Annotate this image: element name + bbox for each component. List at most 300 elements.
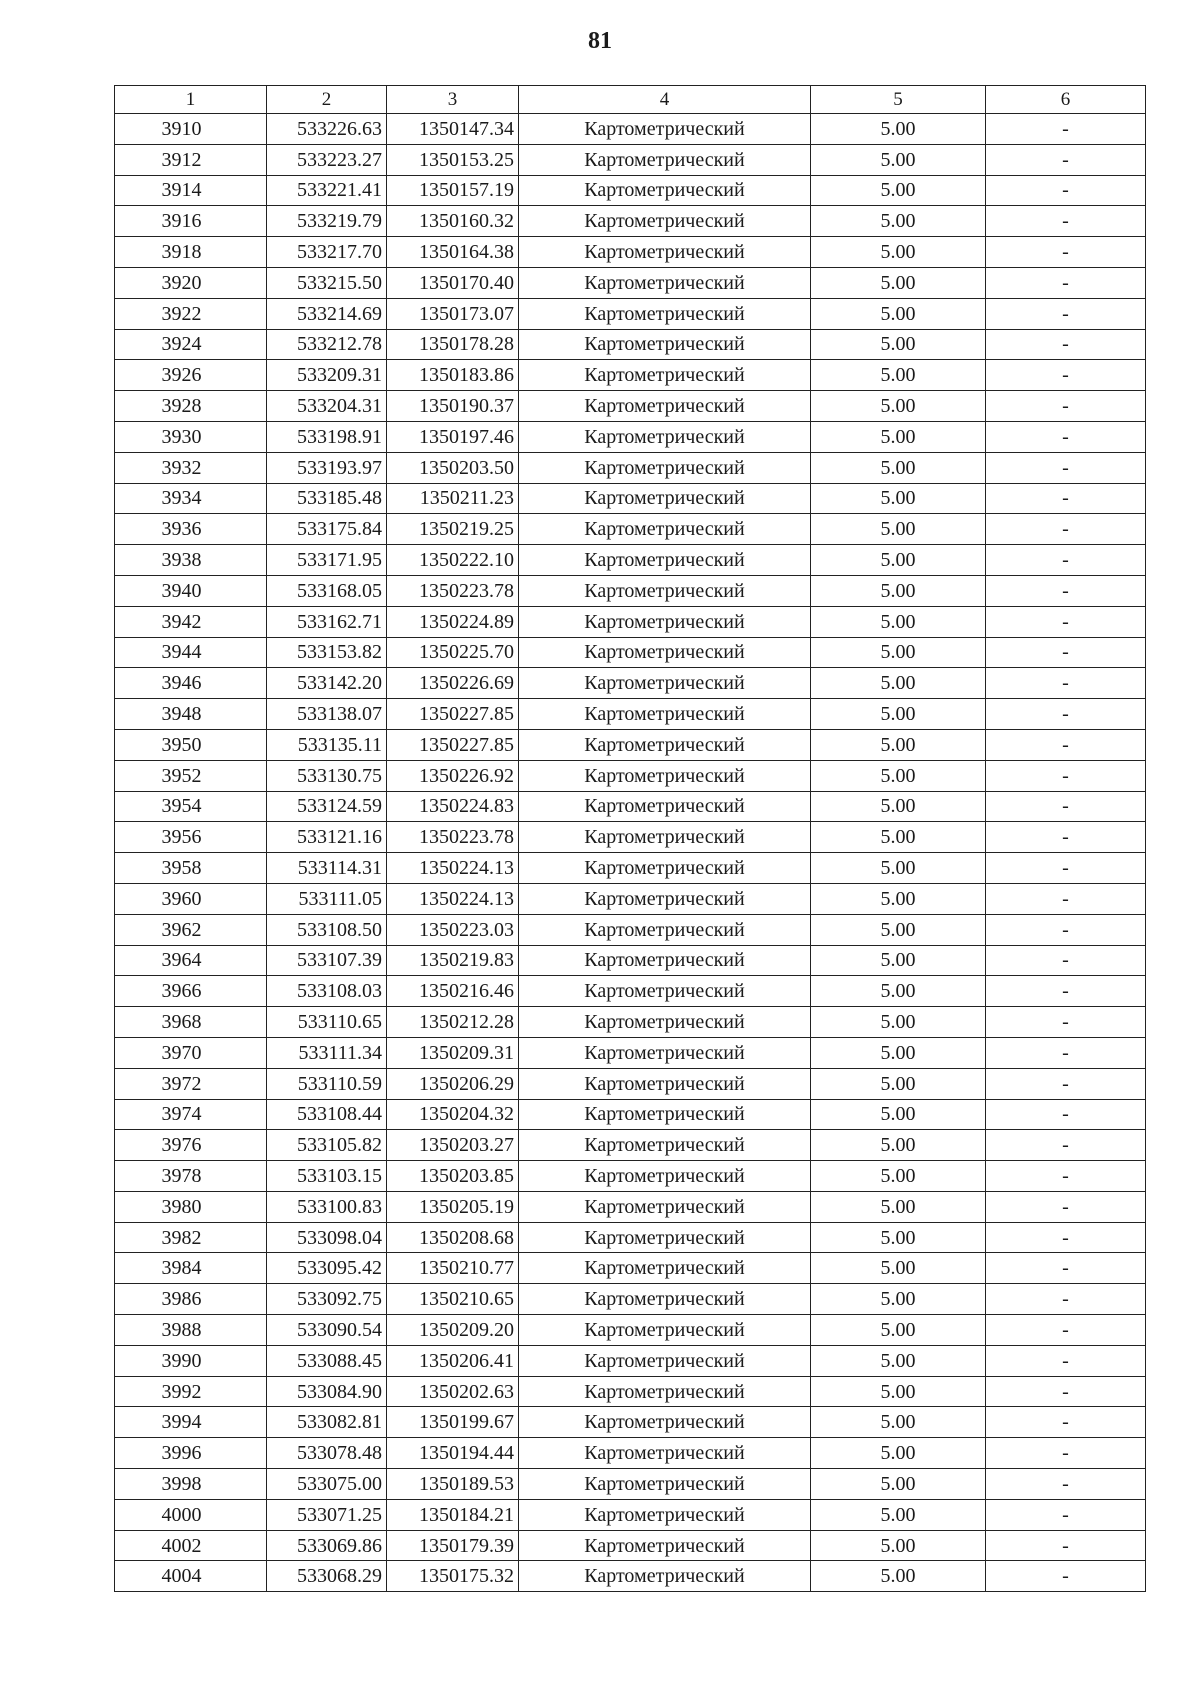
y-coordinate-cell: 1350189.53 [387,1469,519,1500]
table-row [115,729,1146,760]
description-cell: - [986,914,1146,945]
accuracy-cell: 5.00 [811,637,986,668]
x-coordinate-cell: 533078.48 [267,1438,387,1469]
x-coordinate-cell: 533209.31 [267,360,387,391]
accuracy-cell: 5.00 [811,976,986,1007]
point-number-cell: 3982 [115,1222,267,1253]
x-coordinate-cell: 533095.42 [267,1253,387,1284]
coordinates-table [114,85,1146,1592]
accuracy-cell: 5.00 [811,175,986,206]
method-cell: Картометрический [519,1007,811,1038]
accuracy-cell: 5.00 [811,1007,986,1038]
method-cell: Картометрический [519,575,811,606]
accuracy-cell: 5.00 [811,914,986,945]
y-coordinate-cell: 1350190.37 [387,391,519,422]
point-number-cell: 4000 [115,1499,267,1530]
column-header: 5 [811,86,986,114]
description-cell: - [986,668,1146,699]
description-cell: - [986,360,1146,391]
y-coordinate-cell: 1350202.63 [387,1376,519,1407]
point-number-cell: 3944 [115,637,267,668]
description-cell: - [986,1376,1146,1407]
point-number-cell: 4004 [115,1561,267,1592]
method-cell: Картометрический [519,1284,811,1315]
point-number-cell: 3960 [115,883,267,914]
description-cell: - [986,822,1146,853]
table-row [115,483,1146,514]
accuracy-cell: 5.00 [811,1376,986,1407]
method-cell: Картометрический [519,421,811,452]
accuracy-cell: 5.00 [811,668,986,699]
accuracy-cell: 5.00 [811,1161,986,1192]
point-number-cell: 3934 [115,483,267,514]
method-cell: Картометрический [519,1191,811,1222]
x-coordinate-cell: 533069.86 [267,1530,387,1561]
method-cell: Картометрический [519,267,811,298]
method-cell: Картометрический [519,514,811,545]
accuracy-cell: 5.00 [811,729,986,760]
accuracy-cell: 5.00 [811,421,986,452]
point-number-cell: 3948 [115,699,267,730]
method-cell: Картометрический [519,606,811,637]
table-row [115,421,1146,452]
x-coordinate-cell: 533108.50 [267,914,387,945]
table-row [115,1530,1146,1561]
x-coordinate-cell: 533107.39 [267,945,387,976]
description-cell: - [986,391,1146,422]
x-coordinate-cell: 533215.50 [267,267,387,298]
y-coordinate-cell: 1350209.31 [387,1037,519,1068]
y-coordinate-cell: 1350194.44 [387,1438,519,1469]
description-cell: - [986,144,1146,175]
description-cell: - [986,699,1146,730]
method-cell: Картометрический [519,791,811,822]
point-number-cell: 3952 [115,760,267,791]
description-cell: - [986,760,1146,791]
method-cell: Картометрический [519,1099,811,1130]
y-coordinate-cell: 1350204.32 [387,1099,519,1130]
point-number-cell: 3972 [115,1068,267,1099]
x-coordinate-cell: 533108.44 [267,1099,387,1130]
description-cell: - [986,1222,1146,1253]
y-coordinate-cell: 1350175.32 [387,1561,519,1592]
description-cell: - [986,1530,1146,1561]
x-coordinate-cell: 533217.70 [267,237,387,268]
accuracy-cell: 5.00 [811,1068,986,1099]
y-coordinate-cell: 1350224.83 [387,791,519,822]
point-number-cell: 3974 [115,1099,267,1130]
description-cell: - [986,1007,1146,1038]
y-coordinate-cell: 1350203.85 [387,1161,519,1192]
x-coordinate-cell: 533103.15 [267,1161,387,1192]
accuracy-cell: 5.00 [811,822,986,853]
table-row [115,791,1146,822]
y-coordinate-cell: 1350226.92 [387,760,519,791]
description-cell: - [986,606,1146,637]
method-cell: Картометрический [519,945,811,976]
y-coordinate-cell: 1350170.40 [387,267,519,298]
y-coordinate-cell: 1350179.39 [387,1530,519,1561]
method-cell: Картометрический [519,637,811,668]
table-row [115,945,1146,976]
y-coordinate-cell: 1350223.03 [387,914,519,945]
description-cell: - [986,237,1146,268]
table-row [115,114,1146,145]
accuracy-cell: 5.00 [811,206,986,237]
method-cell: Картометрический [519,822,811,853]
x-coordinate-cell: 533138.07 [267,699,387,730]
x-coordinate-cell: 533171.95 [267,545,387,576]
y-coordinate-cell: 1350224.13 [387,883,519,914]
y-coordinate-cell: 1350224.89 [387,606,519,637]
x-coordinate-cell: 533098.04 [267,1222,387,1253]
method-cell: Картометрический [519,1407,811,1438]
point-number-cell: 3976 [115,1130,267,1161]
accuracy-cell: 5.00 [811,853,986,884]
description-cell: - [986,545,1146,576]
point-number-cell: 3986 [115,1284,267,1315]
description-cell: - [986,1345,1146,1376]
method-cell: Картометрический [519,452,811,483]
point-number-cell: 3930 [115,421,267,452]
point-number-cell: 3958 [115,853,267,884]
accuracy-cell: 5.00 [811,1407,986,1438]
y-coordinate-cell: 1350227.85 [387,729,519,760]
table-row [115,914,1146,945]
method-cell: Картометрический [519,1222,811,1253]
y-coordinate-cell: 1350203.27 [387,1130,519,1161]
description-cell: - [986,976,1146,1007]
point-number-cell: 3988 [115,1315,267,1346]
point-number-cell: 3950 [115,729,267,760]
table-row [115,606,1146,637]
x-coordinate-cell: 533068.29 [267,1561,387,1592]
x-coordinate-cell: 533084.90 [267,1376,387,1407]
column-header: 3 [387,86,519,114]
y-coordinate-cell: 1350219.25 [387,514,519,545]
x-coordinate-cell: 533168.05 [267,575,387,606]
accuracy-cell: 5.00 [811,1561,986,1592]
point-number-cell: 3984 [115,1253,267,1284]
x-coordinate-cell: 533111.05 [267,883,387,914]
accuracy-cell: 5.00 [811,606,986,637]
x-coordinate-cell: 533082.81 [267,1407,387,1438]
accuracy-cell: 5.00 [811,1037,986,1068]
point-number-cell: 3998 [115,1469,267,1500]
method-cell: Картометрический [519,729,811,760]
method-cell: Картометрический [519,1130,811,1161]
method-cell: Картометрический [519,668,811,699]
accuracy-cell: 5.00 [811,545,986,576]
y-coordinate-cell: 1350183.86 [387,360,519,391]
table-body [115,114,1146,1592]
table-row [115,575,1146,606]
point-number-cell: 3918 [115,237,267,268]
accuracy-cell: 5.00 [811,114,986,145]
point-number-cell: 3978 [115,1161,267,1192]
accuracy-cell: 5.00 [811,1469,986,1500]
x-coordinate-cell: 533090.54 [267,1315,387,1346]
point-number-cell: 3970 [115,1037,267,1068]
x-coordinate-cell: 533110.65 [267,1007,387,1038]
x-coordinate-cell: 533214.69 [267,298,387,329]
table-row [115,267,1146,298]
description-cell: - [986,637,1146,668]
table-row [115,1376,1146,1407]
method-cell: Картометрический [519,1037,811,1068]
method-cell: Картометрический [519,1376,811,1407]
accuracy-cell: 5.00 [811,575,986,606]
table-row [115,1068,1146,1099]
description-cell: - [986,1407,1146,1438]
point-number-cell: 3924 [115,329,267,360]
accuracy-cell: 5.00 [811,1284,986,1315]
y-coordinate-cell: 1350147.34 [387,114,519,145]
column-header: 2 [267,86,387,114]
y-coordinate-cell: 1350184.21 [387,1499,519,1530]
y-coordinate-cell: 1350210.77 [387,1253,519,1284]
table-row [115,545,1146,576]
x-coordinate-cell: 533153.82 [267,637,387,668]
x-coordinate-cell: 533204.31 [267,391,387,422]
accuracy-cell: 5.00 [811,1499,986,1530]
x-coordinate-cell: 533111.34 [267,1037,387,1068]
table-row [115,1561,1146,1592]
description-cell: - [986,483,1146,514]
table-row [115,1037,1146,1068]
table-row [115,1253,1146,1284]
x-coordinate-cell: 533071.25 [267,1499,387,1530]
y-coordinate-cell: 1350199.67 [387,1407,519,1438]
method-cell: Картометрический [519,914,811,945]
accuracy-cell: 5.00 [811,237,986,268]
accuracy-cell: 5.00 [811,360,986,391]
method-cell: Картометрический [519,1161,811,1192]
accuracy-cell: 5.00 [811,699,986,730]
accuracy-cell: 5.00 [811,1530,986,1561]
y-coordinate-cell: 1350219.83 [387,945,519,976]
method-cell: Картометрический [519,1469,811,1500]
description-cell: - [986,1130,1146,1161]
method-cell: Картометрический [519,853,811,884]
method-cell: Картометрический [519,298,811,329]
method-cell: Картометрический [519,237,811,268]
point-number-cell: 3994 [115,1407,267,1438]
x-coordinate-cell: 533108.03 [267,976,387,1007]
table-row [115,144,1146,175]
point-number-cell: 3956 [115,822,267,853]
x-coordinate-cell: 533185.48 [267,483,387,514]
table-row [115,760,1146,791]
description-cell: - [986,1099,1146,1130]
y-coordinate-cell: 1350223.78 [387,822,519,853]
y-coordinate-cell: 1350178.28 [387,329,519,360]
y-coordinate-cell: 1350216.46 [387,976,519,1007]
point-number-cell: 3920 [115,267,267,298]
y-coordinate-cell: 1350208.68 [387,1222,519,1253]
table-row [115,391,1146,422]
method-cell: Картометрический [519,699,811,730]
x-coordinate-cell: 533130.75 [267,760,387,791]
x-coordinate-cell: 533121.16 [267,822,387,853]
method-cell: Картометрический [519,1253,811,1284]
column-header: 4 [519,86,811,114]
table-row [115,637,1146,668]
description-cell: - [986,1253,1146,1284]
point-number-cell: 3926 [115,360,267,391]
method-cell: Картометрический [519,1068,811,1099]
table-row [115,976,1146,1007]
method-cell: Картометрический [519,144,811,175]
accuracy-cell: 5.00 [811,452,986,483]
accuracy-cell: 5.00 [811,329,986,360]
table-row [115,329,1146,360]
table-row [115,1345,1146,1376]
method-cell: Картометрический [519,760,811,791]
y-coordinate-cell: 1350164.38 [387,237,519,268]
point-number-cell: 3942 [115,606,267,637]
method-cell: Картометрический [519,114,811,145]
x-coordinate-cell: 533193.97 [267,452,387,483]
x-coordinate-cell: 533221.41 [267,175,387,206]
description-cell: - [986,883,1146,914]
y-coordinate-cell: 1350212.28 [387,1007,519,1038]
accuracy-cell: 5.00 [811,267,986,298]
method-cell: Картометрический [519,329,811,360]
description-cell: - [986,514,1146,545]
point-number-cell: 3980 [115,1191,267,1222]
point-number-cell: 3936 [115,514,267,545]
x-coordinate-cell: 533088.45 [267,1345,387,1376]
method-cell: Картометрический [519,1561,811,1592]
description-cell: - [986,206,1146,237]
x-coordinate-cell: 533162.71 [267,606,387,637]
description-cell: - [986,267,1146,298]
accuracy-cell: 5.00 [811,483,986,514]
y-coordinate-cell: 1350205.19 [387,1191,519,1222]
description-cell: - [986,329,1146,360]
y-coordinate-cell: 1350223.78 [387,575,519,606]
y-coordinate-cell: 1350173.07 [387,298,519,329]
table-row [115,1407,1146,1438]
method-cell: Картометрический [519,1530,811,1561]
method-cell: Картометрический [519,206,811,237]
table-row [115,452,1146,483]
accuracy-cell: 5.00 [811,883,986,914]
table-row [115,1007,1146,1038]
x-coordinate-cell: 533226.63 [267,114,387,145]
table-row [115,822,1146,853]
y-coordinate-cell: 1350211.23 [387,483,519,514]
method-cell: Картометрический [519,545,811,576]
point-number-cell: 3962 [115,914,267,945]
point-number-cell: 3910 [115,114,267,145]
x-coordinate-cell: 533114.31 [267,853,387,884]
y-coordinate-cell: 1350209.20 [387,1315,519,1346]
x-coordinate-cell: 533219.79 [267,206,387,237]
description-cell: - [986,114,1146,145]
y-coordinate-cell: 1350227.85 [387,699,519,730]
y-coordinate-cell: 1350226.69 [387,668,519,699]
point-number-cell: 4002 [115,1530,267,1561]
point-number-cell: 3954 [115,791,267,822]
y-coordinate-cell: 1350210.65 [387,1284,519,1315]
point-number-cell: 3912 [115,144,267,175]
y-coordinate-cell: 1350197.46 [387,421,519,452]
method-cell: Картометрический [519,391,811,422]
description-cell: - [986,729,1146,760]
point-number-cell: 3968 [115,1007,267,1038]
table-row [115,1284,1146,1315]
table-row [115,206,1146,237]
accuracy-cell: 5.00 [811,1438,986,1469]
x-coordinate-cell: 533212.78 [267,329,387,360]
description-cell: - [986,575,1146,606]
accuracy-cell: 5.00 [811,298,986,329]
description-cell: - [986,1161,1146,1192]
accuracy-cell: 5.00 [811,514,986,545]
y-coordinate-cell: 1350222.10 [387,545,519,576]
x-coordinate-cell: 533142.20 [267,668,387,699]
description-cell: - [986,452,1146,483]
y-coordinate-cell: 1350206.29 [387,1068,519,1099]
description-cell: - [986,945,1146,976]
point-number-cell: 3940 [115,575,267,606]
point-number-cell: 3932 [115,452,267,483]
description-cell: - [986,1191,1146,1222]
point-number-cell: 3928 [115,391,267,422]
table-header-row [115,86,1146,114]
method-cell: Картометрический [519,883,811,914]
description-cell: - [986,1068,1146,1099]
point-number-cell: 3922 [115,298,267,329]
description-cell: - [986,1438,1146,1469]
accuracy-cell: 5.00 [811,791,986,822]
description-cell: - [986,298,1146,329]
point-number-cell: 3946 [115,668,267,699]
table-row [115,298,1146,329]
table-row [115,237,1146,268]
point-number-cell: 3996 [115,1438,267,1469]
description-cell: - [986,853,1146,884]
y-coordinate-cell: 1350157.19 [387,175,519,206]
column-header: 6 [986,86,1146,114]
table-row [115,699,1146,730]
description-cell: - [986,1284,1146,1315]
x-coordinate-cell: 533135.11 [267,729,387,760]
table-row [115,175,1146,206]
x-coordinate-cell: 533105.82 [267,1130,387,1161]
point-number-cell: 3938 [115,545,267,576]
point-number-cell: 3966 [115,976,267,1007]
table-row [115,1130,1146,1161]
page-number: 81 [588,28,612,54]
table-row [115,1469,1146,1500]
method-cell: Картометрический [519,1315,811,1346]
description-cell: - [986,1499,1146,1530]
accuracy-cell: 5.00 [811,144,986,175]
accuracy-cell: 5.00 [811,760,986,791]
x-coordinate-cell: 533092.75 [267,1284,387,1315]
accuracy-cell: 5.00 [811,1253,986,1284]
table-row [115,360,1146,391]
table-row [115,883,1146,914]
y-coordinate-cell: 1350153.25 [387,144,519,175]
x-coordinate-cell: 533075.00 [267,1469,387,1500]
table-row [115,1222,1146,1253]
table-row [115,1499,1146,1530]
x-coordinate-cell: 533198.91 [267,421,387,452]
